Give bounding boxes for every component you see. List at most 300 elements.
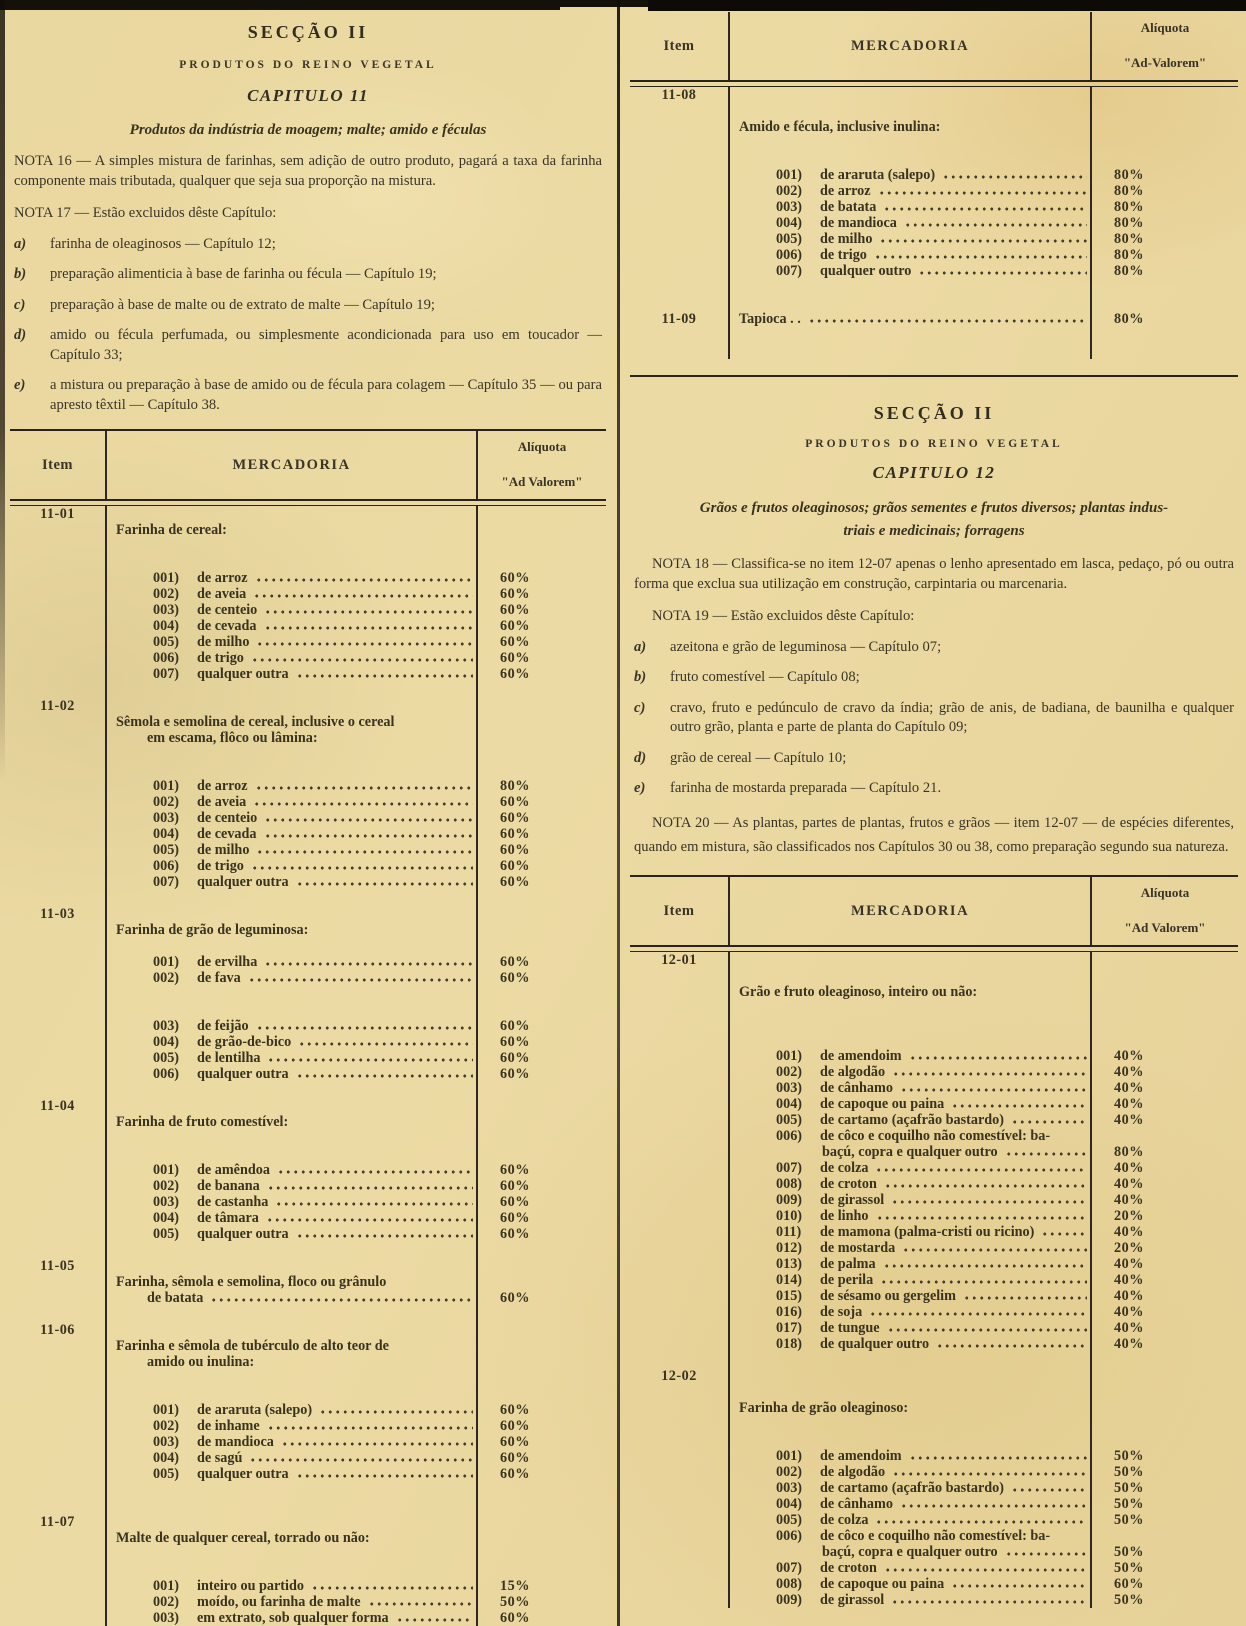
item-code	[630, 327, 728, 343]
mercadoria-cell	[105, 1354, 478, 1370]
item-code: 11-09	[661, 311, 697, 327]
tariff-line	[10, 506, 606, 522]
row-label: de sagú	[197, 1450, 243, 1467]
mercadoria-cell	[105, 1434, 478, 1450]
item-code	[10, 730, 105, 746]
mercadoria-cell	[105, 746, 478, 762]
tariff-line	[630, 263, 1238, 279]
row-code: 002)	[153, 794, 180, 811]
row-label: moído, ou farinha de malte	[197, 1594, 361, 1611]
tariff-line	[10, 746, 606, 762]
item-code	[10, 1530, 105, 1546]
mercadoria-cell	[728, 1176, 1092, 1192]
item-code	[630, 1208, 728, 1224]
mercadoria-cell	[728, 1496, 1092, 1512]
rate-value	[478, 986, 606, 1002]
rate-value: 40%	[1114, 1272, 1144, 1289]
mercadoria-cell	[105, 1530, 478, 1546]
mercadoria-cell	[728, 215, 1092, 231]
item-code	[630, 183, 728, 199]
item-code	[10, 522, 105, 538]
dot-leader	[267, 1418, 473, 1434]
item-code	[10, 1242, 105, 1258]
item-code	[10, 1162, 105, 1178]
note-16: NOTA 16 — A simples mistura de farinhas, sem adição de outro produto, pagará a taxa da farinha componente mais tributada, qualquer que seja sua proporção na mistura.	[14, 153, 602, 189]
mercadoria-cell	[105, 1162, 478, 1178]
item-code	[10, 1402, 105, 1418]
rate-value	[478, 1130, 606, 1146]
item-code	[630, 1528, 728, 1544]
item-code	[630, 135, 728, 151]
mercadoria-cell	[105, 1610, 478, 1626]
row-label: Farinha, sêmola e semolina, floco ou grânulo	[116, 1274, 387, 1291]
tariff-line	[10, 842, 606, 858]
rate-value: 60%	[500, 1402, 530, 1419]
mercadoria-cell	[105, 1002, 478, 1018]
exclusion-marker: b)	[634, 669, 647, 686]
rate-value: 50%	[1114, 1464, 1144, 1481]
item-code	[630, 231, 728, 247]
dot-leader	[296, 874, 473, 890]
mercadoria-cell	[105, 1482, 478, 1498]
dot-leader	[1041, 1224, 1087, 1240]
rate-value	[478, 698, 606, 714]
mercadoria-cell	[105, 538, 478, 554]
item-code	[10, 1482, 105, 1498]
row-code: 003)	[153, 1018, 180, 1035]
dot-leader	[296, 1226, 473, 1242]
row-label: de cevada	[197, 618, 257, 635]
mercadoria-cell	[728, 1448, 1092, 1464]
rate-value: 60%	[500, 1290, 530, 1307]
row-label: de colza	[820, 1512, 869, 1529]
mercadoria-cell	[105, 874, 478, 890]
exclusion-text: grão de cereal — Capítulo 10;	[670, 749, 847, 766]
tariff-line	[630, 1048, 1238, 1064]
rate-value	[1092, 952, 1238, 968]
mercadoria-cell	[105, 1098, 478, 1114]
row-code: 005)	[153, 1050, 180, 1067]
tariff-line	[10, 1546, 606, 1562]
item-code	[10, 650, 105, 666]
item-code	[10, 1338, 105, 1354]
exclusion-text: cravo, fruto e pedúnculo de cravo da índia; grão de anis, de badiana, de baunilha e qualquer outro grão, planta e parte de planta do Capítulo 09;	[670, 699, 1234, 736]
mercadoria-cell	[105, 1290, 478, 1306]
mercadoria-cell	[105, 1498, 478, 1514]
rate-value	[478, 1338, 606, 1354]
row-label: de feijão	[197, 1018, 249, 1035]
mercadoria-cell	[728, 1432, 1092, 1448]
row-code: 002)	[153, 1594, 180, 1611]
tariff-line	[10, 1514, 606, 1530]
row-label: amido ou inulina:	[147, 1354, 255, 1371]
row-label: de centeio	[197, 602, 258, 619]
rate-value: 40%	[1114, 1288, 1144, 1305]
rate-value	[478, 938, 606, 954]
tariff-line	[630, 87, 1238, 103]
rate-value: 60%	[500, 1210, 530, 1227]
exclusion-text: preparação à base de malte ou de extrato de malte — Capítulo 19;	[50, 296, 435, 313]
dot-leader	[887, 1320, 1087, 1336]
item-code: 12-02	[661, 1368, 697, 1385]
mercadoria-cell	[728, 1080, 1092, 1096]
tariff-table-chapter-11	[10, 429, 606, 1626]
item-code	[10, 1018, 105, 1034]
row-code: 002)	[776, 1064, 803, 1081]
row-code: 004)	[153, 1450, 180, 1467]
exclusion-text: a mistura ou preparação à base de amido ou de fécula para colagem — Capítulo 35 — ou para apresto têxtil — Capítulo 38.	[50, 377, 602, 413]
col-header-aliquota	[1092, 877, 1238, 945]
rate-value	[478, 906, 606, 922]
row-label: de cevada	[197, 826, 257, 843]
item-code	[10, 842, 105, 858]
rate-value	[1092, 279, 1238, 295]
row-code: 007)	[153, 666, 180, 683]
rate-value: 60%	[500, 1066, 530, 1083]
tariff-line	[630, 1512, 1238, 1528]
row-label: baçú, copra e qualquer outro	[822, 1544, 998, 1561]
dot-leader	[281, 1434, 473, 1450]
item-code	[630, 1288, 728, 1304]
item-code	[10, 1610, 105, 1626]
rate-value	[478, 1386, 606, 1402]
tariff-line	[630, 343, 1238, 359]
rate-value: 60%	[500, 1450, 530, 1467]
rate-value	[478, 538, 606, 554]
item-code	[10, 986, 105, 1002]
tariff-line	[630, 295, 1238, 311]
item-code	[10, 1450, 105, 1466]
rate-value: 40%	[1114, 1096, 1144, 1113]
item-code: 11-03	[40, 906, 75, 923]
item-code	[630, 1272, 728, 1288]
item-code	[630, 1160, 728, 1176]
tariff-line	[630, 183, 1238, 199]
rate-value: 60%	[500, 1050, 530, 1067]
tariff-line	[630, 1080, 1238, 1096]
tariff-line	[630, 1560, 1238, 1576]
tariff-line	[10, 1354, 606, 1370]
row-label: de aveia	[197, 794, 247, 811]
row-code: 007)	[776, 1160, 803, 1177]
col-header-item: Item	[663, 37, 695, 54]
item-code	[10, 538, 105, 554]
tariff-line	[630, 968, 1238, 984]
dot-leader	[951, 1576, 1087, 1592]
rate-value	[1092, 1128, 1238, 1144]
item-code: 11-05	[40, 1258, 75, 1275]
rate-value: 40%	[1114, 1256, 1144, 1273]
mercadoria-cell	[728, 1272, 1092, 1288]
dot-leader	[277, 1162, 473, 1178]
item-code	[10, 1546, 105, 1562]
mercadoria-cell	[105, 1578, 478, 1594]
mercadoria-cell	[105, 586, 478, 602]
tariff-line	[10, 1018, 606, 1034]
mercadoria-cell	[105, 810, 478, 826]
note-19: NOTA 19 — Estão excluidos dêste Capítulo:	[652, 608, 915, 625]
row-code: 004)	[153, 826, 180, 843]
mercadoria-cell	[728, 167, 1092, 183]
item-code	[630, 1560, 728, 1576]
row-code: 011)	[776, 1224, 802, 1241]
row-code: 007)	[776, 263, 803, 279]
rate-value	[1092, 327, 1238, 343]
dot-leader	[296, 666, 473, 682]
row-label: de tungue	[820, 1320, 880, 1337]
tariff-line	[10, 778, 606, 794]
tariff-line	[630, 1384, 1238, 1400]
rate-value: 80%	[1114, 167, 1144, 183]
tariff-line	[10, 1290, 606, 1306]
dot-leader	[249, 1450, 473, 1466]
rate-value: 20%	[1114, 1240, 1144, 1257]
row-label: de araruta (salepo)	[197, 1402, 313, 1419]
mercadoria-cell	[105, 1370, 478, 1386]
tariff-line	[630, 135, 1238, 151]
rate-value	[478, 1498, 606, 1514]
row-code: 004)	[776, 215, 803, 231]
mercadoria-cell	[728, 151, 1092, 167]
mercadoria-cell	[728, 1320, 1092, 1336]
item-code	[630, 1512, 728, 1528]
item-code	[10, 1114, 105, 1130]
tariff-line	[10, 1370, 606, 1386]
rate-value	[478, 1274, 606, 1290]
tariff-line	[630, 1416, 1238, 1432]
rate-value: 60%	[500, 842, 530, 859]
mercadoria-cell	[105, 634, 478, 650]
row-label: de ervilha	[197, 954, 258, 971]
mercadoria-cell	[728, 343, 1092, 359]
row-code: 002)	[153, 970, 180, 987]
item-code	[630, 247, 728, 263]
chapter-12-exclusions	[630, 638, 1238, 799]
dot-leader	[936, 1336, 1087, 1352]
tariff-line	[10, 730, 606, 746]
mercadoria-cell	[728, 968, 1092, 984]
mercadoria-cell	[105, 1018, 478, 1034]
mercadoria-cell	[105, 1450, 478, 1466]
item-code	[10, 1210, 105, 1226]
item-code	[630, 1112, 728, 1128]
dot-leader	[255, 570, 473, 586]
chapter-heading: CAPITULO 12	[872, 463, 996, 482]
dot-leader	[264, 954, 473, 970]
item-code	[630, 1224, 728, 1240]
row-label: de cartamo (açafrão bastardo)	[820, 1112, 1004, 1129]
dot-leader	[879, 231, 1087, 247]
rate-value	[1092, 1384, 1238, 1400]
item-code	[10, 954, 105, 970]
tariff-line	[10, 826, 606, 842]
item-code: 11-07	[40, 1514, 75, 1531]
chapter-11-exclusions	[10, 235, 606, 416]
dot-leader	[884, 1176, 1087, 1192]
item-code	[630, 1496, 728, 1512]
row-label: de capoque ou paina	[820, 1576, 945, 1593]
row-code: 003)	[153, 1610, 180, 1626]
dot-leader	[253, 586, 473, 602]
mercadoria-cell	[105, 1466, 478, 1482]
tariff-line	[10, 1610, 606, 1626]
rate-value	[1092, 87, 1238, 103]
rate-value	[1092, 1528, 1238, 1544]
rate-value	[478, 762, 606, 778]
rate-value: 80%	[1114, 183, 1144, 199]
rate-value	[1092, 1032, 1238, 1048]
rate-value	[478, 1514, 606, 1530]
mercadoria-cell	[105, 666, 478, 682]
rate-value: 60%	[500, 794, 530, 811]
rate-value	[1092, 1016, 1238, 1032]
rate-value	[478, 522, 606, 538]
mercadoria-cell	[105, 570, 478, 586]
item-code	[630, 167, 728, 183]
item-code	[630, 263, 728, 279]
row-label: de côco e coquilho não comestível: ba-	[820, 1128, 1051, 1145]
dot-leader	[875, 1160, 1087, 1176]
row-code: 002)	[776, 1464, 803, 1481]
item-code	[630, 1448, 728, 1464]
item-code	[630, 1592, 728, 1608]
row-label: baçú, copra e qualquer outro	[822, 1144, 998, 1161]
tariff-line	[10, 1402, 606, 1418]
tariff-line	[10, 586, 606, 602]
row-code: 005)	[776, 1112, 803, 1129]
item-code	[10, 922, 105, 938]
mercadoria-cell	[728, 263, 1092, 279]
item-code	[10, 970, 105, 986]
dot-leader	[869, 1304, 1087, 1320]
item-code	[10, 874, 105, 890]
rate-value: 50%	[1114, 1496, 1144, 1513]
rate-value	[478, 1530, 606, 1546]
dot-leader	[1005, 1144, 1087, 1160]
rate-value: 80%	[1114, 199, 1144, 215]
row-label: de cartamo (açafrão bastardo)	[820, 1480, 1004, 1497]
row-label: de croton	[820, 1560, 877, 1577]
mercadoria-cell	[105, 1178, 478, 1194]
row-code: 018)	[776, 1336, 803, 1353]
item-code	[630, 119, 728, 135]
rate-value: 50%	[1114, 1480, 1144, 1497]
dot-leader	[878, 183, 1087, 199]
row-code: 010)	[776, 1208, 803, 1225]
row-label: de araruta (salepo)	[820, 167, 936, 183]
mercadoria-cell	[728, 1336, 1092, 1352]
rate-value: 60%	[500, 1418, 530, 1435]
item-code	[630, 1080, 728, 1096]
item-code	[630, 1048, 728, 1064]
tariff-line	[630, 279, 1238, 295]
mercadoria-cell	[728, 984, 1092, 1000]
item-code	[630, 1256, 728, 1272]
row-code: 001)	[153, 1578, 180, 1595]
mercadoria-cell	[105, 1546, 478, 1562]
dot-leader	[319, 1402, 473, 1418]
item-code	[10, 666, 105, 682]
mercadoria-cell	[728, 103, 1092, 119]
mercadoria-cell	[105, 890, 478, 906]
dot-leader	[900, 1496, 1087, 1512]
mercadoria-cell	[728, 1304, 1092, 1320]
mercadoria-cell	[105, 922, 478, 938]
dot-leader	[876, 1208, 1088, 1224]
row-label: de batata	[820, 199, 877, 215]
rate-value: 60%	[500, 1434, 530, 1451]
rate-value: 60%	[1114, 1576, 1144, 1593]
note-20: NOTA 20 — As plantas, partes de plantas, frutos e grãos — item 12-07 — de espécies diferentes, quando em mistura, são classificados nos Capítulos 30 ou 38, como preparação segundo sua natureza.	[634, 814, 1234, 855]
row-label: de perila	[820, 1272, 874, 1289]
row-label: de algodão	[820, 1064, 886, 1081]
mercadoria-cell	[105, 1402, 478, 1418]
mercadoria-cell	[728, 1560, 1092, 1576]
mercadoria-cell	[105, 858, 478, 874]
tariff-line	[10, 1178, 606, 1194]
aliquota-label-line1: Alíquota	[1140, 885, 1190, 901]
dot-leader	[963, 1288, 1087, 1304]
mercadoria-cell	[105, 618, 478, 634]
dot-leader	[264, 826, 473, 842]
item-code	[10, 570, 105, 586]
rate-value	[478, 1546, 606, 1562]
rate-value: 60%	[500, 1018, 530, 1035]
item-code	[10, 1226, 105, 1242]
item-code	[630, 1016, 728, 1032]
tariff-line	[10, 970, 606, 986]
rate-value	[1092, 1400, 1238, 1416]
rate-value	[478, 890, 606, 906]
tariff-line	[10, 1050, 606, 1066]
tariff-line	[10, 714, 606, 730]
chapter-title-line1: Grãos e frutos oleaginosos; grãos sementes e frutos diversos; plantas indus-	[699, 500, 1169, 516]
tariff-line	[10, 1306, 606, 1322]
item-code	[630, 1480, 728, 1496]
chapter-heading: CAPITULO 11	[247, 86, 369, 105]
col-header-aliquota	[478, 431, 606, 499]
rate-value: 40%	[1114, 1336, 1144, 1353]
tariff-line	[630, 167, 1238, 183]
dot-leader	[266, 1210, 473, 1226]
exclusion-item	[14, 376, 602, 415]
item-code	[630, 968, 728, 984]
dot-leader	[256, 1018, 473, 1034]
tariff-line	[630, 231, 1238, 247]
table-end-rule	[630, 375, 1238, 377]
rate-value: 60%	[500, 650, 530, 667]
item-code: 11-04	[40, 1098, 75, 1115]
item-code	[10, 890, 105, 906]
item-code	[630, 1192, 728, 1208]
chapter-title-line2: triais e medicinais; forragens	[843, 522, 1025, 539]
header-rule	[630, 945, 1238, 952]
rate-value	[478, 922, 606, 938]
tariff-line	[630, 1528, 1238, 1544]
rate-value	[478, 1002, 606, 1018]
item-code	[10, 778, 105, 794]
table-header	[630, 12, 1238, 80]
row-label: de mandioca	[197, 1434, 274, 1451]
row-label: de amêndoa	[197, 1162, 270, 1179]
dot-leader	[256, 842, 473, 858]
mercadoria-cell	[105, 1194, 478, 1210]
row-label: de croton	[820, 1176, 877, 1193]
row-label: de arroz	[197, 570, 248, 587]
rate-value: 60%	[500, 874, 530, 891]
tariff-line	[10, 682, 606, 698]
item-code	[10, 1178, 105, 1194]
